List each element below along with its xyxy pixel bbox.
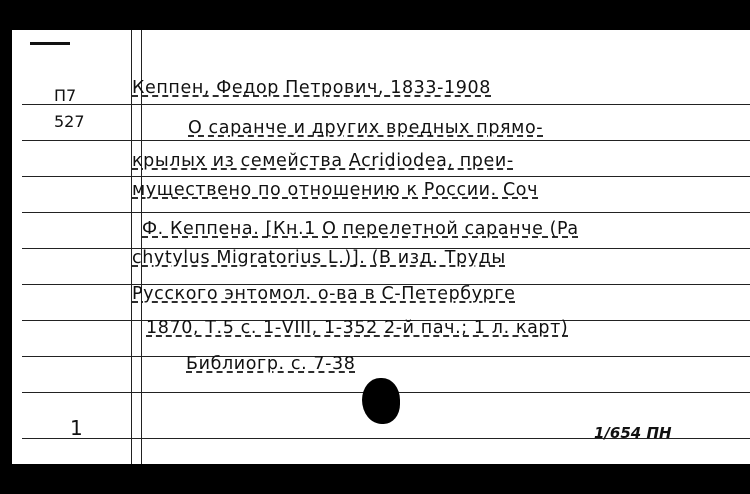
title-line: крылых из семейства Acridiodea, преи- [132,151,514,171]
card-index-number: 1 [70,416,83,440]
edition-line: 1870, Т.5 с. 1-VIII, 1-352 2-й пач.; 1 л. карт) [146,318,569,338]
edition-line: Русского энтомол. о-ва в С-Петербурге [132,284,516,304]
catalog-card [12,30,750,464]
shelf-mark: П7 [54,86,77,105]
inventory-stamp: 1/654 ПН [594,424,672,442]
punch-hole [362,378,400,424]
bibliography-note: Библиогр. с. 7-38 [186,354,356,374]
author-heading: Кеппен, Федор Петрович, 1833-1908 [132,78,491,98]
corner-mark [30,42,70,45]
title-line: Ф. Кеппена. [Кн.1 О перелетной саранче (Pa [142,219,579,239]
shelf-number: 527 [54,112,85,131]
title-line: chytylus Migratorius L.)]. (В изд. Труды [132,248,506,268]
title-line: муществено по отношению к России. Соч [132,180,539,200]
title-line: О саранче и других вредных прямо- [188,118,544,138]
